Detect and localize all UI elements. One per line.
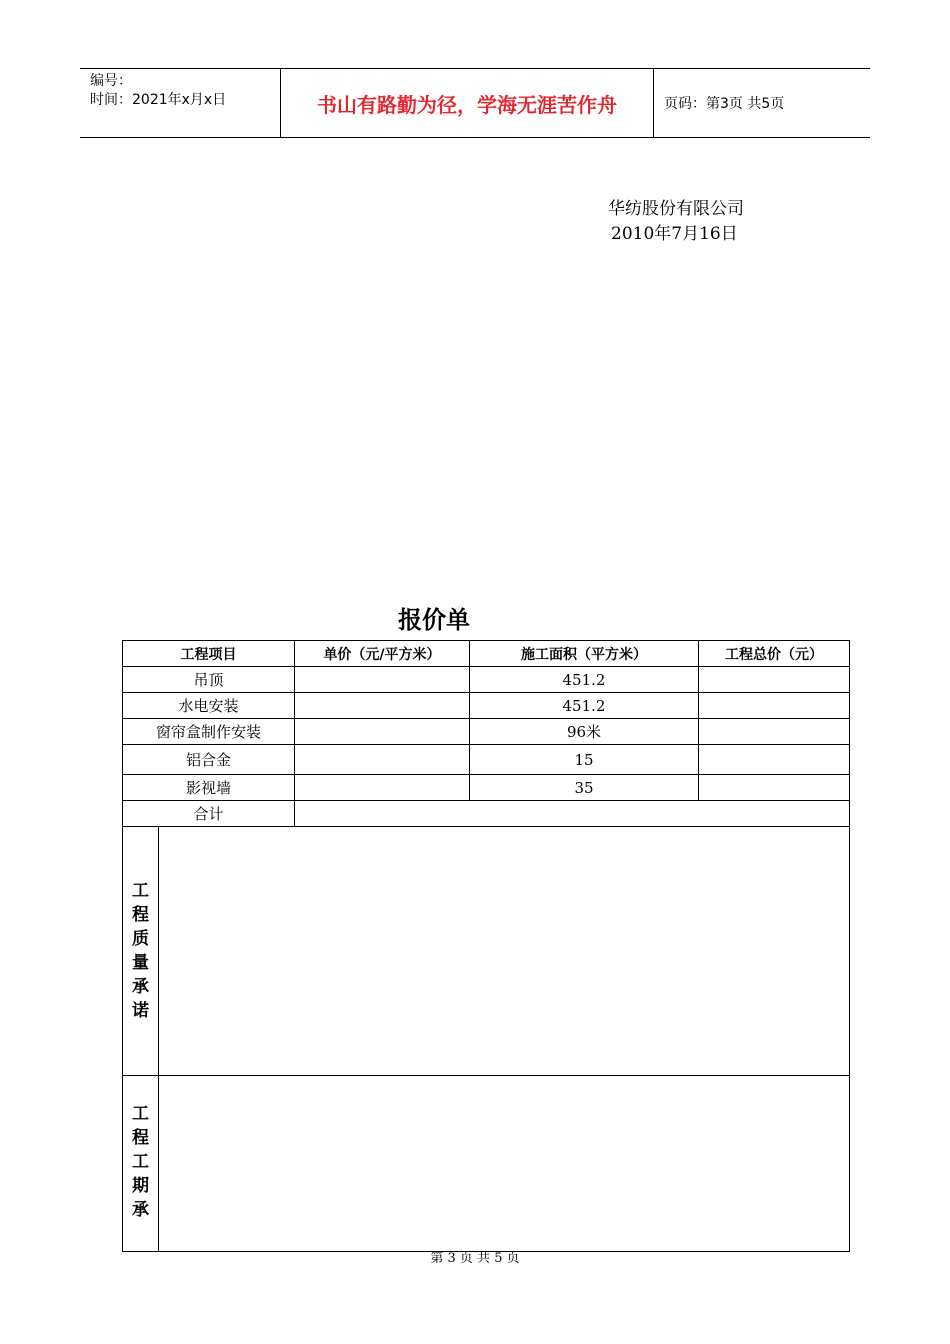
number-label: 编号： xyxy=(90,73,132,89)
page-header xyxy=(80,68,870,138)
time-label: 时间：2021年x月x日 xyxy=(90,92,227,108)
quote-table xyxy=(122,640,850,1252)
period-label: 工程工期承 xyxy=(132,1104,149,1220)
period-label-cell xyxy=(123,1076,159,1252)
table-row xyxy=(123,719,850,745)
row-item: 吊顶 xyxy=(123,667,295,693)
row-price xyxy=(295,667,470,693)
row-total xyxy=(699,719,850,745)
quality-label-cell xyxy=(123,827,159,1076)
row-total xyxy=(699,775,850,801)
header-page-info: 页码：第3页 共5页 xyxy=(664,96,785,112)
table-row xyxy=(123,693,850,719)
header-meta xyxy=(80,69,281,137)
sum-label: 合计 xyxy=(123,801,295,827)
row-price xyxy=(295,745,470,775)
row-total xyxy=(699,745,850,775)
row-area: 96米 xyxy=(470,719,699,745)
row-total xyxy=(699,667,850,693)
quote-title: 报价单 xyxy=(398,606,470,634)
header-motto: 书山有路勤为径，学海无涯苦作舟 xyxy=(281,69,654,137)
row-price xyxy=(295,693,470,719)
row-area: 35 xyxy=(470,775,699,801)
sum-row xyxy=(123,801,850,827)
row-price xyxy=(295,775,470,801)
signature-date: 2010年7月16日 xyxy=(611,224,738,244)
table-row xyxy=(123,667,850,693)
header-total: 工程总价（元） xyxy=(699,641,850,667)
table-row xyxy=(123,745,850,775)
quality-label: 工程质量承诺 xyxy=(132,881,149,1021)
row-item: 铝合金 xyxy=(123,745,295,775)
quality-content xyxy=(159,827,850,1076)
sum-value xyxy=(295,801,850,827)
quality-row xyxy=(123,827,850,1076)
header-area: 施工面积（平方米） xyxy=(470,641,699,667)
table-header-row xyxy=(123,641,850,667)
period-row xyxy=(123,1076,850,1252)
period-content xyxy=(159,1076,850,1252)
row-area: 15 xyxy=(470,745,699,775)
company-name: 华纺股份有限公司 xyxy=(608,199,744,219)
header-price: 单价（元/平方米） xyxy=(295,641,470,667)
header-item: 工程项目 xyxy=(123,641,295,667)
page-footer: 第 3 页 共 5 页 xyxy=(430,1251,520,1266)
row-item: 窗帘盒制作安装 xyxy=(123,719,295,745)
row-price xyxy=(295,719,470,745)
row-area: 451.2 xyxy=(470,693,699,719)
row-item: 水电安装 xyxy=(123,693,295,719)
row-total xyxy=(699,693,850,719)
row-item: 影视墙 xyxy=(123,775,295,801)
row-area: 451.2 xyxy=(470,667,699,693)
table-row xyxy=(123,775,850,801)
